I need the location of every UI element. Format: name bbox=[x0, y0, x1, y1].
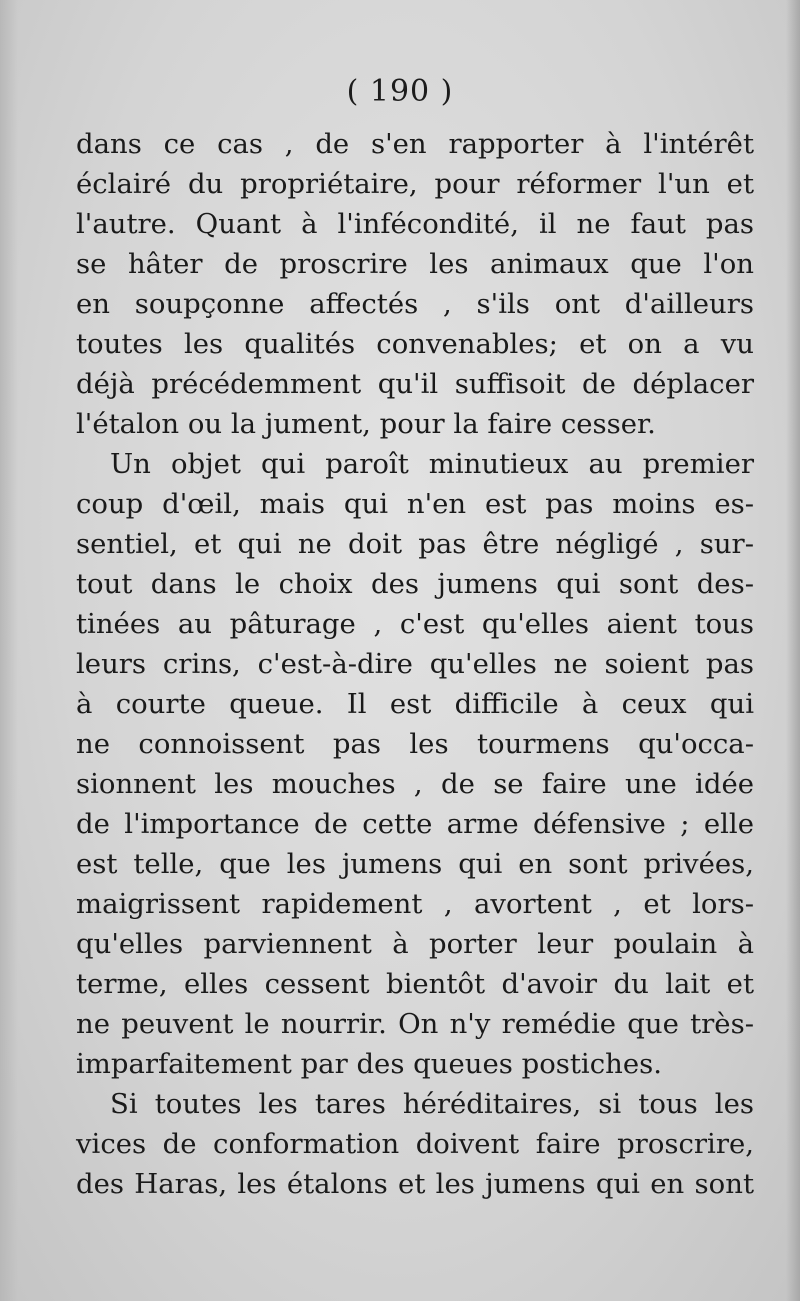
text-line: en soupçonne affectés , s'ils ont d'ailleurs bbox=[76, 288, 754, 320]
text-line: leurs crins, c'est-à-dire qu'elles ne soient pas bbox=[76, 648, 754, 680]
text-line: l'autre. Quant à l'infécondité, il ne faut pas bbox=[76, 208, 754, 240]
page-edge-shadow-right bbox=[786, 0, 800, 1301]
text-line: est telle, que les jumens qui en sont privées, bbox=[76, 848, 754, 880]
text-line: qu'elles parviennent à porter leur poulain à bbox=[76, 928, 754, 960]
body-text bbox=[76, 124, 754, 1204]
text-line: des Haras, les étalons et les jumens qui en sont bbox=[76, 1168, 754, 1200]
text-line: dans ce cas , de s'en rapporter à l'intérêt bbox=[76, 128, 754, 160]
text-line: se hâter de proscrire les animaux que l'on bbox=[76, 248, 754, 280]
text-line: Si toutes les tares héréditaires, si tous les bbox=[110, 1088, 754, 1120]
text-line: déjà précédemment qu'il suffisoit de déplacer bbox=[76, 368, 754, 400]
text-line: ne peuvent le nourrir. On n'y remédie que très- bbox=[76, 1008, 754, 1040]
text-line: vices de conformation doivent faire proscrire, bbox=[76, 1128, 754, 1160]
text-line: maigrissent rapidement , avortent , et lors- bbox=[76, 888, 754, 920]
text-line: tinées au pâturage , c'est qu'elles aient tous bbox=[76, 608, 754, 640]
text-line: ne connoissent pas les tourmens qu'occa- bbox=[76, 728, 754, 760]
text-line: Un objet qui paroît minutieux au premier bbox=[110, 448, 754, 480]
text-line: sentiel, et qui ne doit pas être négligé , sur- bbox=[76, 528, 754, 560]
text-line: imparfaitement par des queues postiches. bbox=[76, 1048, 662, 1080]
text-line: terme, elles cessent bientôt d'avoir du lait et bbox=[76, 968, 754, 1000]
text-line: éclairé du propriétaire, pour réformer l'un et bbox=[76, 168, 754, 200]
text-line: à courte queue. Il est difficile à ceux qui bbox=[76, 688, 754, 720]
text-line: coup d'œil, mais qui n'en est pas moins es- bbox=[76, 488, 754, 520]
text-line: l'étalon ou la jument, pour la faire cesser. bbox=[76, 408, 656, 440]
page-number: ( 190 ) bbox=[346, 74, 454, 109]
text-line: sionnent les mouches , de se faire une idée bbox=[76, 768, 754, 800]
text-line: toutes les qualités convenables; et on a vu bbox=[76, 328, 754, 360]
text-line: de l'importance de cette arme défensive ; elle bbox=[76, 808, 754, 840]
page-edge-shadow-left bbox=[0, 0, 18, 1301]
text-line: tout dans le choix des jumens qui sont des- bbox=[76, 568, 754, 600]
